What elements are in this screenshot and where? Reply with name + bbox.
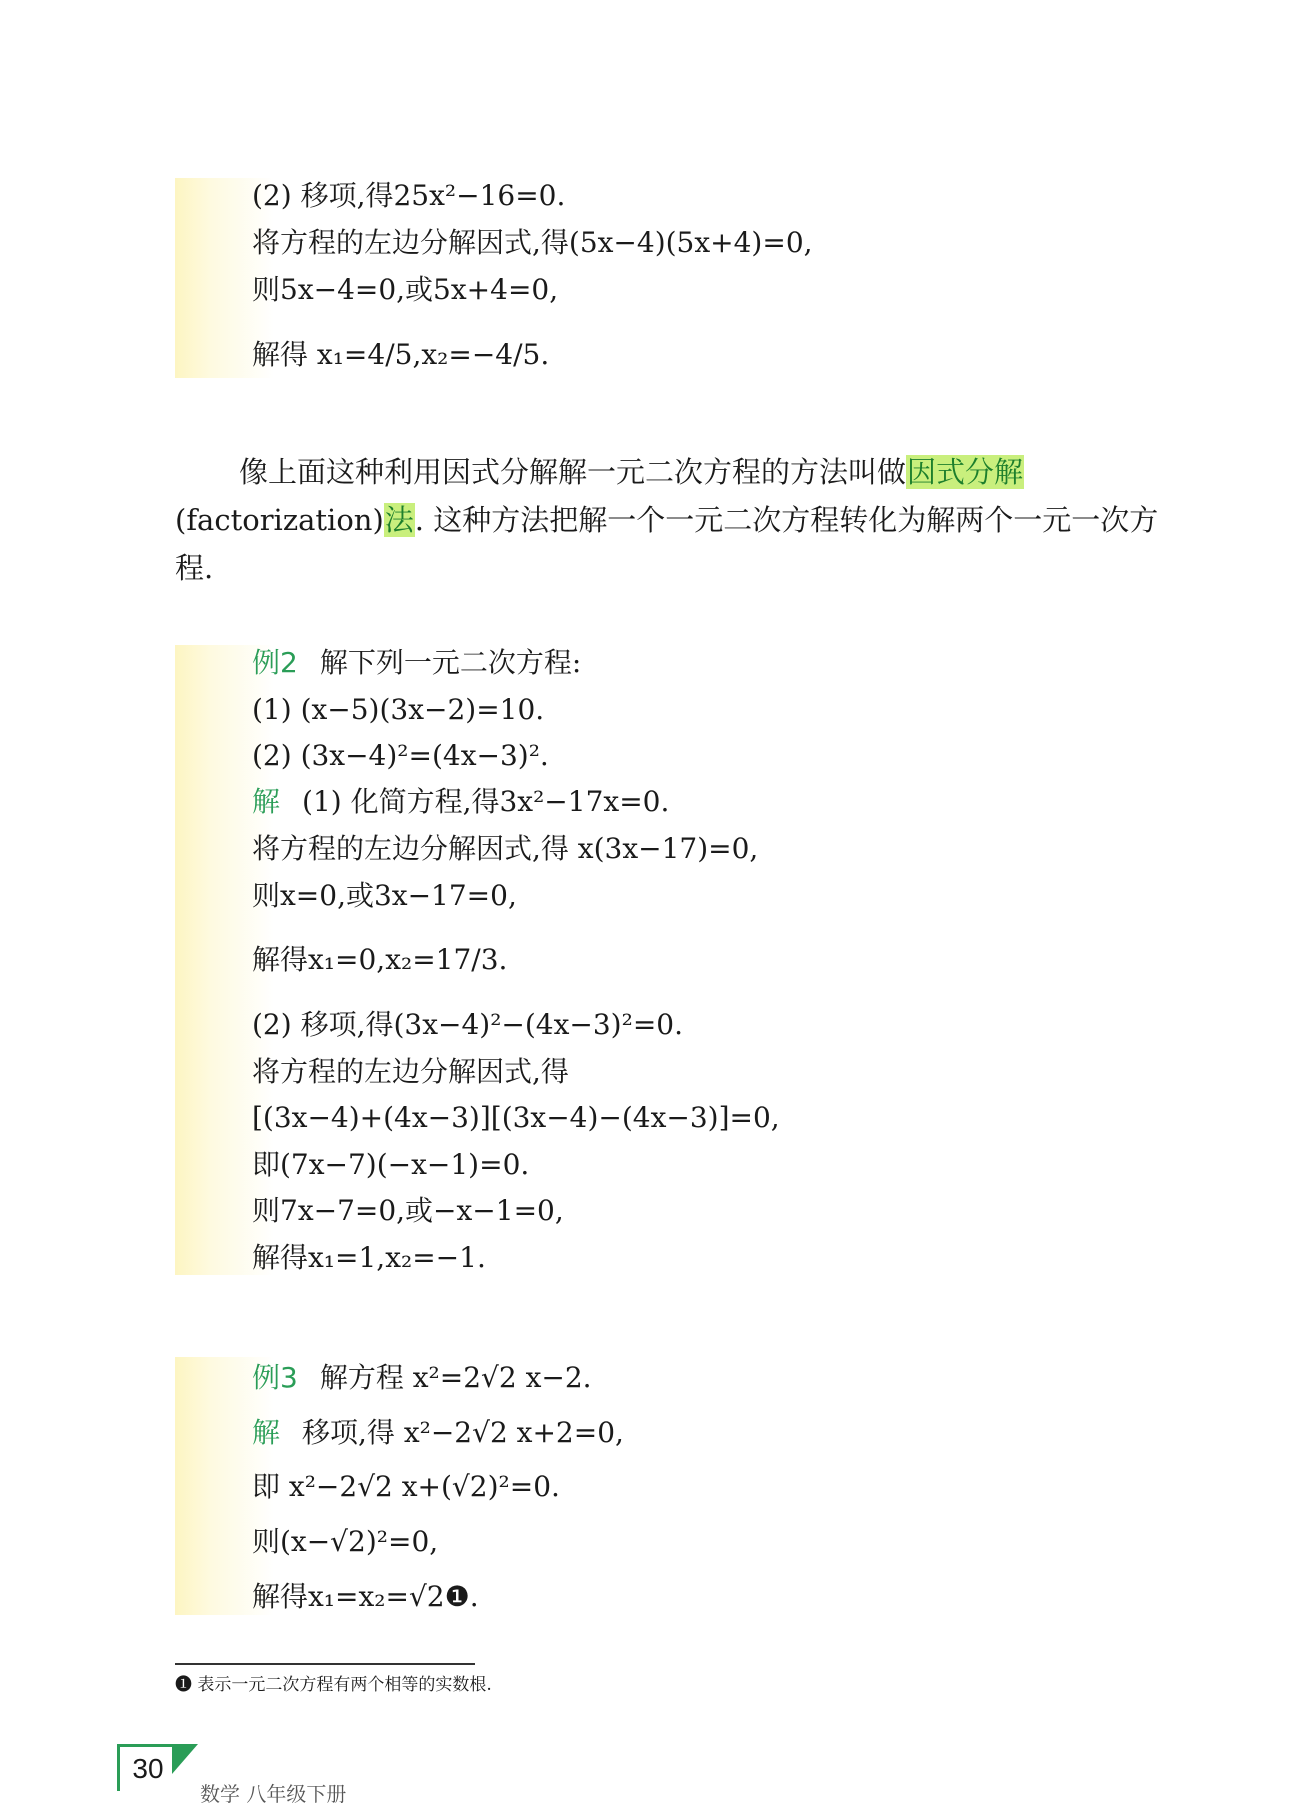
block1-line-2: 将方程的左边分解因式,得(5x−4)(5x+4)=0, [252,226,813,259]
running-footer: 数学 八年级下册 [200,1782,347,1806]
example-3-label: 例3 [252,1361,298,1394]
key-term: 因式分解 [907,455,1024,489]
example-2-problem-1: (1) (x−5)(3x−2)=10. [252,693,545,726]
example-2-step-1: 将方程的左边分解因式,得 x(3x−17)=0, [252,832,759,865]
example-3-solution-label: 解 [252,1416,281,1449]
footnote-rule [175,1663,475,1665]
example-2-solution-line [252,782,669,822]
example-3-title-line [252,1358,592,1398]
example-2-title: 解下列一元二次方程: [319,646,582,679]
block1-line-3: 则5x−4=0,或5x+4=0, [252,273,559,306]
example-3-step-3: 解得x₁=x₂=√2❶. [252,1580,479,1613]
page-number: 30 [117,1744,176,1791]
example-2-step-3: 解得x₁=0,x₂=17/3. [252,943,508,976]
example-2-step-9: 解得x₁=1,x₂=−1. [252,1241,486,1274]
example-2-step-2: 则x=0,或3x−17=0, [252,879,517,912]
example-2-step-6: [(3x−4)+(4x−3)][(3x−4)−(4x−3)]=0, [252,1101,780,1134]
definition-paragraph [175,448,1185,592]
example-3-solution-line [252,1413,624,1453]
block1-line-4: 解得 x₁=4/5,x₂=−4/5. [252,338,550,371]
example-3-step-2: 则(x−√2)²=0, [252,1525,439,1558]
example-2-step-8: 则7x−7=0,或−x−1=0, [252,1194,564,1227]
key-term-end: 法 [384,503,414,537]
example-2-problem-2: (2) (3x−4)²=(4x−3)². [252,739,549,772]
footnote: ❶ 表示一元二次方程有两个相等的实数根. [175,1675,492,1695]
example-2-label: 例2 [252,646,298,679]
para-text-after: . 这种方法把解一个一元二次方程转化为解两个一元一次方程. [175,503,1159,585]
example-3-step-1: 即 x²−2√2 x+(√2)²=0. [252,1470,560,1503]
example-3-solution-first: 移项,得 x²−2√2 x+2=0, [302,1416,624,1449]
example-2-step-7: 即(7x−7)(−x−1)=0. [252,1148,530,1181]
para-text-before: 像上面这种利用因式分解解一元二次方程的方法叫做 [239,455,907,489]
example-2-step-4: (2) 移项,得(3x−4)²−(4x−3)²=0. [252,1008,684,1041]
example-2-solution-first: (1) 化简方程,得3x²−17x=0. [302,785,670,818]
block1-line-1: (2) 移项,得25x²−16=0. [252,179,566,212]
example-3-title: 解方程 x²=2√2 x−2. [319,1361,592,1394]
example-2-title-line [252,643,581,683]
english-term: (factorization) [175,503,384,537]
example-2-step-5: 将方程的左边分解因式,得 [252,1055,569,1088]
example-2-solution-label: 解 [252,785,281,818]
page-corner-flag-icon [172,1744,198,1774]
